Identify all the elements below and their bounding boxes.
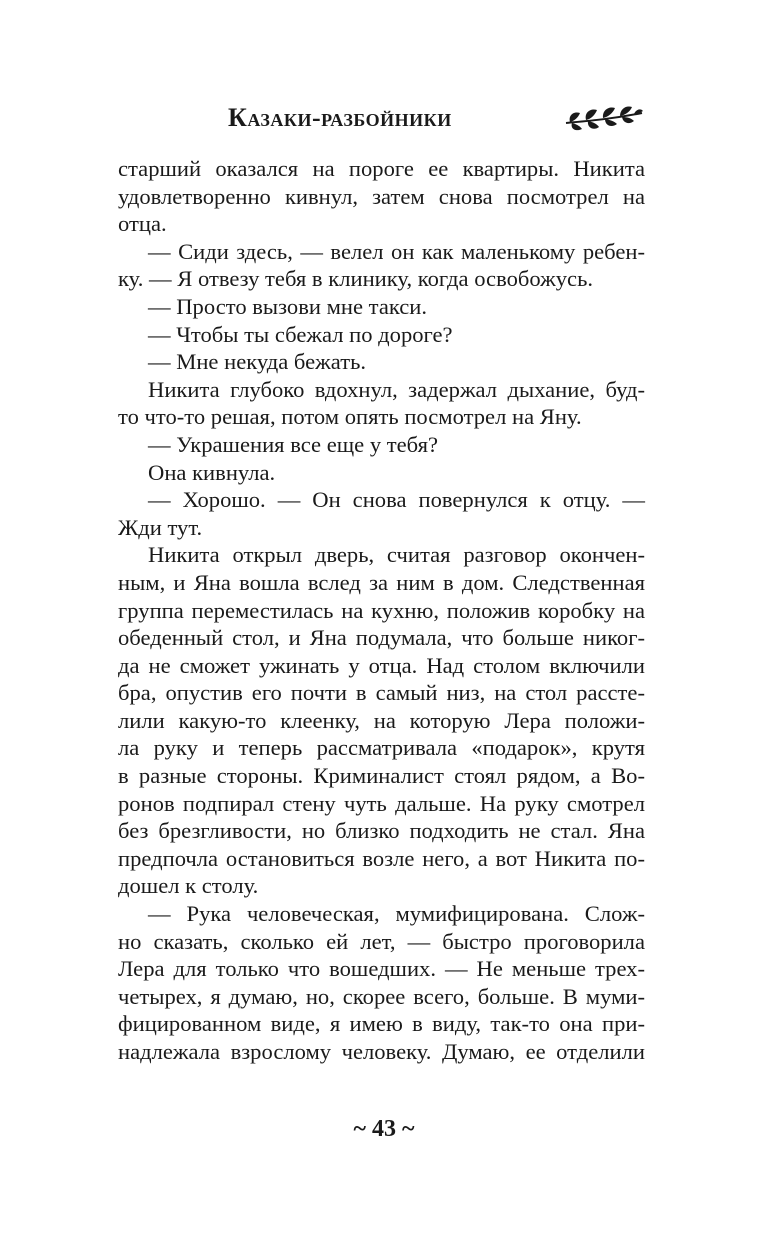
text-line: ным, и Яна вошла вслед за ним в дом. Следственная (118, 569, 645, 595)
text-line: Она кивнула. (148, 459, 276, 485)
text-line: — Украшения все еще у тебя? (148, 431, 439, 457)
body-text (118, 155, 645, 1066)
leaf-branch-ornament-icon (562, 101, 644, 135)
text-line: дошел к столу. (118, 873, 259, 899)
text-line: — Мне некуда бежать. (148, 349, 367, 375)
text-line: старший оказался на пороге ее квартиры. Никита (118, 156, 645, 181)
page-number: ~ 43 ~ (353, 1116, 415, 1142)
text-line: надлежала взрослому человеку. Думаю, ее отделили (118, 1039, 645, 1064)
text-line: да не сможет ужинать у отца. Над столом включили (118, 652, 645, 678)
text-line: Никита глубоко вдохнул, задержал дыхание, буд- (148, 376, 645, 402)
text-line: — Рука человеческая, мумифицирована. Слож- (148, 901, 645, 927)
text-line: — Сиди здесь, — велел он как маленькому ребен- (148, 238, 645, 264)
text-line: бра, опустив его почти в самый низ, на стол рассте- (118, 680, 645, 706)
text-line: без брезгливости, но близко подходить не стал. Яна (118, 818, 645, 844)
text-line: то что-то решая, потом опять посмотрел на Яну. (118, 404, 582, 430)
text-line: ронов подпирал стену чуть дальше. На руку смотрел (118, 790, 645, 816)
text-line: обеденный стол, и Яна подумала, что больше никог- (118, 625, 645, 651)
text-line: лили какую-то клеенку, на которую Лера положи- (118, 707, 645, 733)
running-header (0, 101, 768, 141)
text-line: удовлетворенно кивнул, затем снова посмотрел на (118, 183, 645, 209)
text-line: фицированном виде, я имею в виду, так-то она при- (118, 1011, 645, 1037)
text-line: но сказать, сколько ей лет, — быстро проговорила (118, 928, 645, 954)
text-line: группа переместилась на кухню, положив коробку на (118, 597, 645, 623)
text-line: Лера для только что вошедших. — Не меньше трех- (118, 956, 645, 982)
text-line: ку. — Я отвезу тебя в клинику, когда освобожусь. (118, 266, 594, 292)
running-header-title: Казаки-разбойники (228, 103, 452, 132)
text-line: предпочла остановиться возле него, а вот Никита по- (118, 845, 645, 871)
text-line: — Просто вызови мне такси. (148, 293, 428, 319)
text-line: — Хорошо. — Он снова повернулся к отцу. — (148, 487, 645, 513)
text-line: ла руку и теперь рассматривала «подарок», крутя (118, 735, 645, 761)
text-line: отца. (118, 211, 167, 237)
text-line: Жди тут. (118, 514, 203, 540)
text-line: Никита открыл дверь, считая разговор окончен- (148, 542, 645, 568)
text-line: четырех, я думаю, но, скорее всего, больше. В муми- (118, 983, 645, 1009)
text-line: в разные стороны. Криминалист стоял рядом, а Во- (118, 763, 645, 789)
text-line: — Чтобы ты сбежал по дороге? (148, 321, 453, 347)
